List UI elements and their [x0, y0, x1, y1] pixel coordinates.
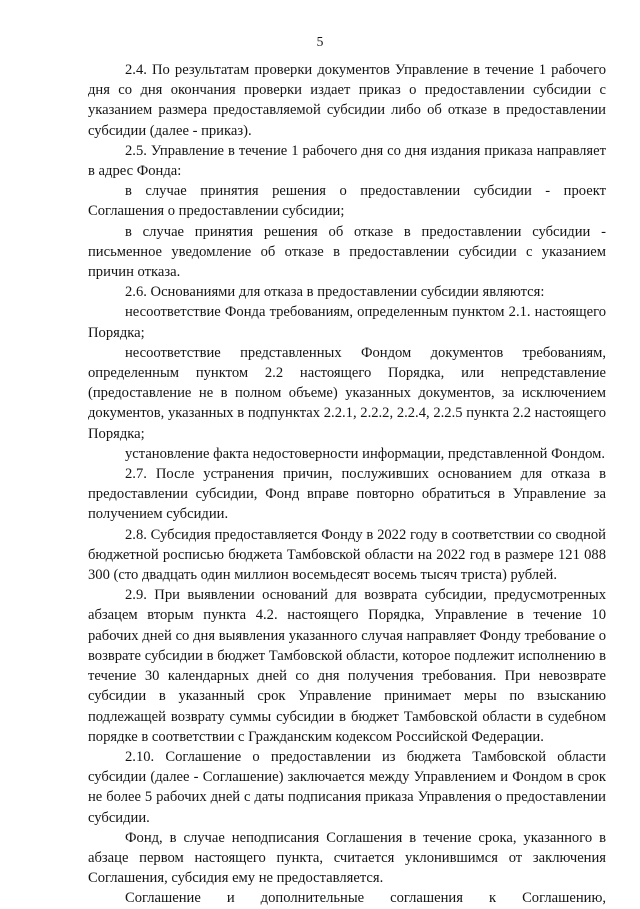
paragraph-2-10: 2.10. Соглашение о предоставлении из бюджета Тамбовской области субсидии (далее - Соглашение) заключается между Управлением и Фондом в срок не более 5 рабочих дней с даты подписания приказа Управления о предоставлении субсидии.	[88, 748, 606, 826]
document-body	[88, 60, 606, 909]
paragraph-2-10-nonsigning: Фонд, в случае неподписания Соглашения в течение срока, указанного в абзаце первом настоящего пункта, считается уклонившимся от заключения Соглашения, субсидия ему не предоставляется.	[88, 829, 606, 887]
paragraph-2-6-documents: несоответствие представленных Фондом документов требованиям, определенным пунктом 2.2 настоящего Порядка, или непредставление (предоставление не в полном объеме) указанных документов, за исключением документов, указанных в подпунктах 2.2.1, 2.2.2, 2.2.4, 2.2.5 пункта 2.2 настоящего Порядка;	[88, 344, 606, 442]
paragraph-2-4: 2.4. По результатам проверки документов Управление в течение 1 рабочего дня со дня окончания проверки издает приказ о предоставлении субсидии с указанием размера предоставляемой субсидии либо об отказе в предоставлении субсидии (далее - приказ).	[88, 62, 606, 139]
paragraph-2-10-supplementary: Соглашение и дополнительные соглашения к Соглашению,	[125, 890, 606, 907]
paragraph-2-6-false-info: установление факта недостоверности информации, представленной Фондом.	[125, 445, 606, 462]
paragraph-2-8: 2.8. Субсидия предоставляется Фонду в 2022 году в соответствии со сводной бюджетной росписью бюджета Тамбовской области на 2022 год в размере 121 088 300 (сто двадцать один миллион восемьдесят восемь тысяч триста) рублей.	[88, 526, 606, 584]
paragraph-2-9: 2.9. При выявлении оснований для возврата субсидии, предусмотренных абзацем вторым пункта 4.2. настоящего Порядка, Управление в течение 10 рабочих дней со дня выявления указанного случая направляет Фонду требование о возврате субсидии в бюджет Тамбовской области, которое подлежит исполнению в течение 30 календарных дней со дня получения требования. При невозврате субсидии в указанный срок Управление принимает меры по взысканию подлежащей возврату суммы субсидии в бюджет Тамбовской области в судебном порядке в соответствии с Гражданским кодексом Российской Федерации.	[88, 587, 606, 745]
paragraph-2-5-refusal-notice: в случае принятия решения об отказе в предоставлении субсидии - письменное уведомление об отказе в предоставлении субсидии с указанием причин отказа.	[88, 223, 606, 281]
paragraph-2-5: 2.5. Управление в течение 1 рабочего дня со дня издания приказа направляет в адрес Фонда:	[88, 142, 606, 180]
page-number: 5	[316, 34, 324, 49]
paragraph-2-5-draft-agreement: в случае принятия решения о предоставлении субсидии - проект Соглашения о предоставлении субсидии;	[88, 183, 606, 220]
paragraph-2-6-noncompliance: несоответствие Фонда требованиям, определенным пунктом 2.1. настоящего Порядка;	[88, 304, 606, 341]
paragraph-2-6: 2.6. Основаниями для отказа в предоставлении субсидии являются:	[125, 284, 545, 301]
paragraph-2-7: 2.7. После устранения причин, послуживших основанием для отказа в предоставлении субсидии, Фонд вправе повторно обратиться в Управление за получением субсидии.	[88, 466, 606, 523]
